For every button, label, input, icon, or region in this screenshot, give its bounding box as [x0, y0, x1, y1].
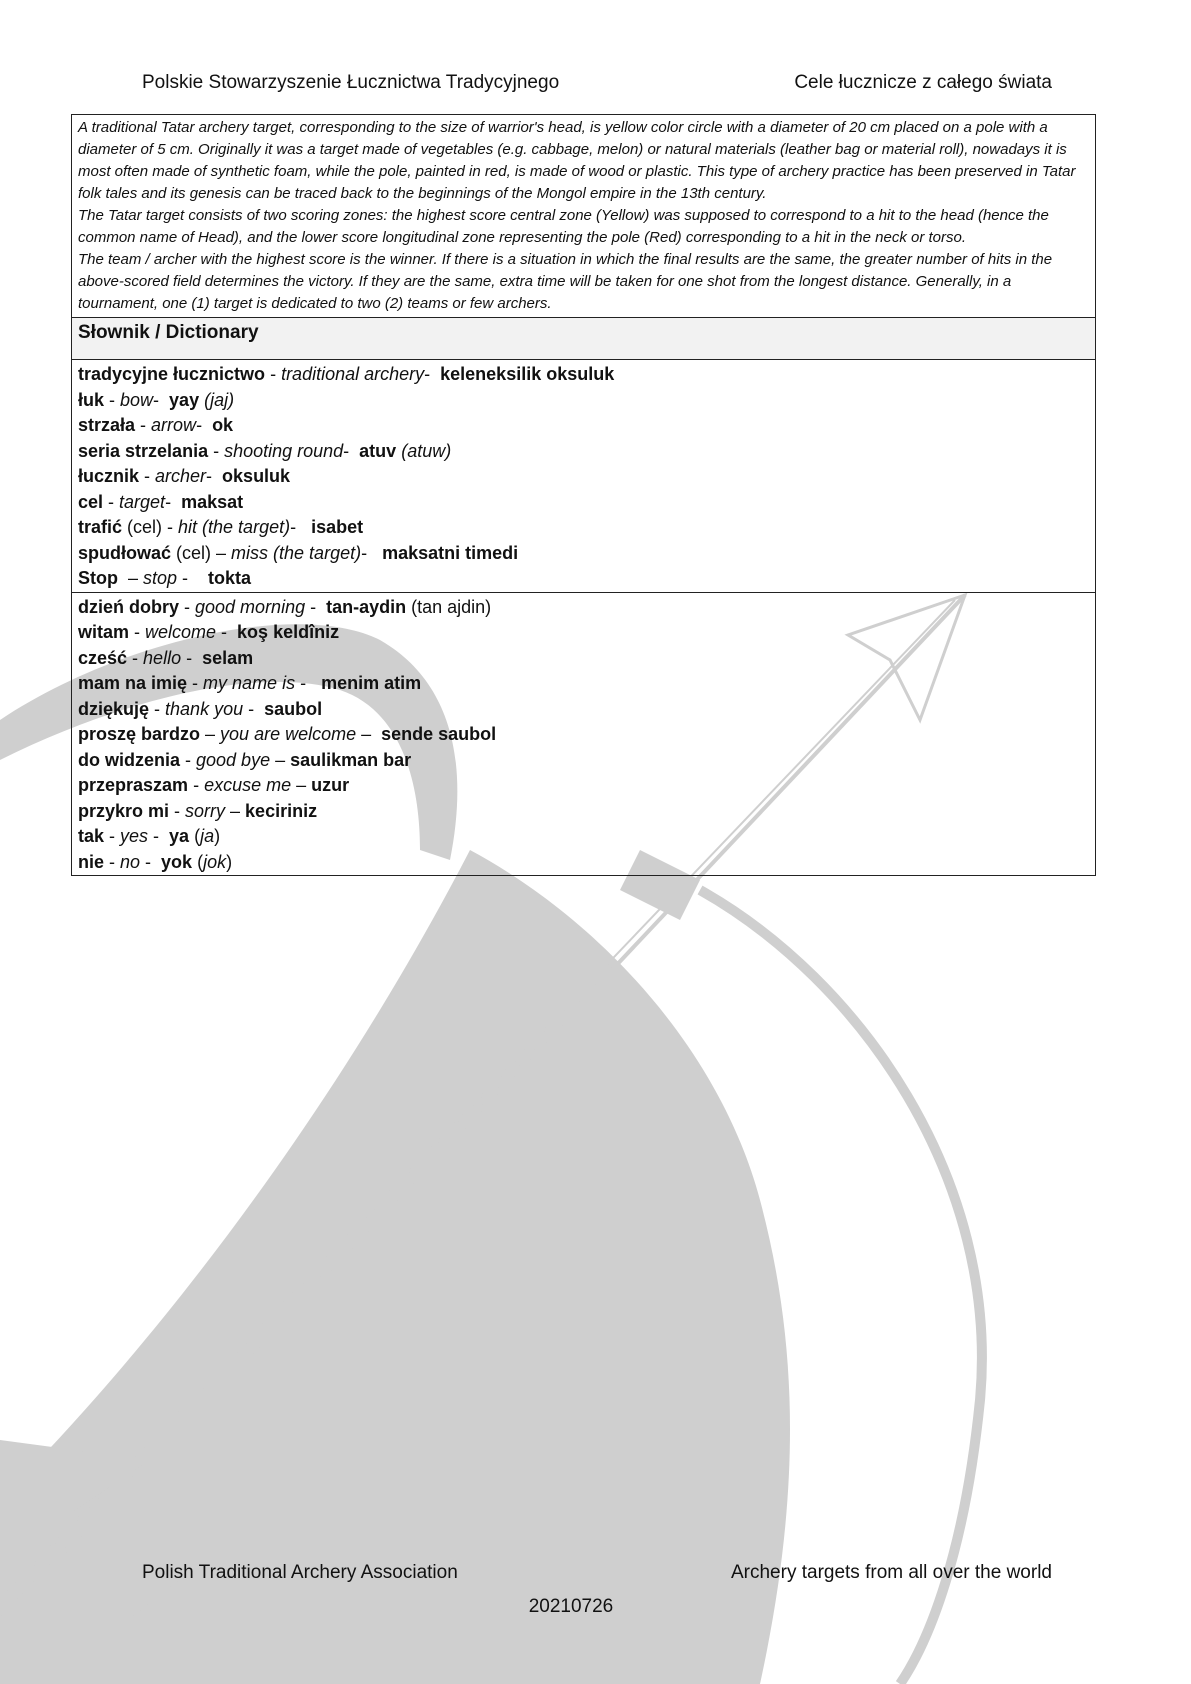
separator: - [162, 517, 179, 537]
phrase-entry [78, 671, 1089, 697]
dictionary-entry [78, 439, 1089, 465]
phrases-section [72, 592, 1095, 876]
phrase-polish: przepraszam [78, 775, 189, 795]
phrase-tatar: koş keldîniz [237, 622, 340, 642]
separator: - [165, 491, 182, 512]
term-english: shooting round [224, 440, 344, 461]
phrase-tatar: ya [169, 826, 190, 846]
phrase-english: good morning [195, 596, 306, 617]
phrase-entry [78, 799, 1089, 825]
separator: - [208, 440, 225, 461]
separator: - [295, 673, 322, 693]
separator: - [343, 440, 360, 461]
intro-paragraph: The Tatar target consists of two scoring zones: the highest score central zone (Yellow) was supposed to correspond to a hit to the head (hence the common name of Head), and the lower score longitudinal zone representing the pole (Red) corresponding to a hit in the neck or torso. [78, 207, 1049, 246]
separator: - [206, 466, 223, 486]
term-tatar: tokta [208, 568, 252, 588]
term-tatar: atuv [359, 440, 397, 461]
phrase-english: excuse me [204, 775, 292, 795]
separator: - [290, 517, 312, 537]
separator: - [104, 826, 121, 846]
phrase-tatar-alt: ja [200, 826, 215, 846]
phrase-polish: do widzenia [78, 749, 181, 770]
term-tatar: isabet [311, 517, 364, 537]
term-tatar-alt: (jaj) [204, 389, 235, 410]
phrase-english: welcome [145, 622, 217, 642]
term-polish: cel [78, 491, 104, 512]
phrase-polish: dziękuję [78, 698, 150, 719]
separator: - [103, 491, 120, 512]
separator: - [305, 596, 327, 617]
phrase-polish: przykro mi [78, 800, 170, 821]
term-polish: spudłować [78, 542, 172, 563]
term-english: target [119, 491, 166, 512]
phrase-tatar-alt: jok [203, 851, 227, 872]
phrase-entry [78, 646, 1089, 672]
phrase-polish: nie [78, 851, 105, 872]
dictionary-entry [78, 388, 1089, 414]
term-polish: seria strzelania [78, 440, 209, 461]
phrase-english: my name is [203, 673, 296, 693]
term-english: stop [143, 568, 178, 588]
phrase-tatar: sende saubol [381, 724, 497, 744]
term-tatar: oksuluk [222, 466, 291, 486]
separator: - [243, 698, 265, 719]
phrase-entry [78, 748, 1089, 774]
term-polish-note: (cel) [176, 542, 212, 563]
dictionary-entry [78, 490, 1089, 516]
header-organization-pl: Polskie Stowarzyszenie Łucznictwa Tradycyjnego [142, 72, 560, 93]
term-english: traditional archery [281, 364, 425, 384]
dictionary-entry [78, 464, 1089, 490]
page-footer [142, 1562, 1052, 1622]
term-tatar: maksat [181, 491, 244, 512]
separator: - [104, 851, 121, 872]
phrase-english: good bye [196, 749, 271, 770]
separator: - [187, 673, 204, 693]
separator: - [180, 749, 197, 770]
separator: - [140, 851, 162, 872]
separator: – [356, 724, 382, 744]
separator: – [225, 800, 246, 821]
separator: - [216, 622, 238, 642]
term-polish: trafić [78, 517, 123, 537]
separator: - [129, 622, 146, 642]
footer-title-en: Archery targets from all over the world [730, 1562, 1052, 1583]
term-english: bow [120, 389, 154, 410]
intro-text [72, 115, 1095, 318]
separator: - [104, 389, 121, 410]
term-polish: strzała [78, 415, 136, 435]
separator: - [149, 698, 166, 719]
term-tatar: yay [169, 389, 200, 410]
content-table [71, 114, 1096, 876]
phrase-polish: proszę bardzo [78, 724, 201, 744]
phrase-english: yes [120, 826, 149, 846]
separator: - [127, 647, 144, 668]
phrase-polish: mam na imię [78, 673, 188, 693]
phrase-tatar: menim atim [321, 673, 422, 693]
dictionary-entry [78, 566, 1089, 592]
term-polish: tradycyjne łucznictwo [78, 364, 266, 384]
phrase-tatar: uzur [311, 775, 350, 795]
phrase-tatar: selam [202, 647, 254, 668]
term-tatar: keleneksilik oksuluk [440, 364, 615, 384]
phrase-english: sorry [185, 800, 226, 821]
phrase-polish: cześć [78, 647, 128, 668]
phrase-entry [78, 595, 1089, 621]
footer-organization-en: Polish Traditional Archery Association [142, 1562, 458, 1583]
phrase-polish: witam [78, 622, 130, 642]
phrase-tatar: saulikman bar [290, 749, 412, 770]
term-polish: Stop [78, 568, 118, 588]
phrase-entry [78, 697, 1089, 723]
separator: – [211, 542, 232, 563]
separator: - [135, 415, 152, 435]
footer-date-code: 20210726 [528, 1596, 614, 1617]
separator: – [270, 749, 291, 770]
term-polish-note: (cel) [127, 517, 163, 537]
dictionary-entry [78, 541, 1089, 567]
separator: - [179, 596, 196, 617]
separator: - [181, 647, 203, 668]
dictionary-entry [78, 515, 1089, 541]
separator: – [291, 775, 312, 795]
phrase-entry [78, 773, 1089, 799]
header-title-pl: Cele łucznicze z całego świata [794, 72, 1052, 93]
phrase-tatar: saubol [264, 698, 323, 719]
intro-paragraph: A traditional Tatar archery target, corresponding to the size of warrior's head, is yellow color circle with a diameter of 20 cm placed on a pole with a diameter of 5 cm. Originally it was a target made of vegetables (e.g. cabbage, melon) or natural materials (leather bag or material roll), nowadays it is most often made of synthetic foam, while the pole, painted in red, is made of wood or plastic. This type of archery practice has been preserved in Tatar folk tales and its genesis can be traced back to the beginnings of the Mongol empire in the 13th century. [78, 119, 1076, 202]
term-tatar: maksatni timedi [382, 542, 519, 563]
phrase-tatar-alt: (tan ajdin) [411, 596, 492, 617]
dictionary-entry [78, 413, 1089, 439]
separator: - [177, 568, 209, 588]
phrase-english: no [120, 851, 141, 872]
phrase-tatar: keciriniz [245, 800, 318, 821]
separator: - [153, 389, 170, 410]
term-tatar-alt: (atuw) [401, 440, 452, 461]
term-english: miss (the target) [231, 542, 362, 563]
separator: - [169, 800, 186, 821]
separator: – [118, 568, 144, 588]
dictionary-heading: Słownik / Dictionary [72, 318, 1095, 360]
phrase-tatar: tan-aydin [326, 596, 407, 617]
separator: - [424, 364, 441, 384]
phrase-entry [78, 620, 1089, 646]
term-english: archer [155, 466, 207, 486]
phrase-polish: dzień dobry [78, 596, 180, 617]
page-header [142, 72, 1052, 98]
phrase-english: thank you [165, 698, 244, 719]
intro-paragraph: The team / archer with the highest score is the winner. If there is a situation in which the final results are the same, the greater number of hits in the above-scored field determines the victory. If they are the same, extra time will be taken for one shot from the longest distance. Generally, in a tournament, one (1) target is dedicated to two (2) teams or few archers. [78, 251, 1053, 312]
phrase-entry [78, 722, 1089, 748]
phrase-english: you are welcome [220, 724, 357, 744]
phrase-entry: tak - yes - ya (ja) [78, 826, 221, 846]
separator: - [361, 542, 383, 563]
separator: - [196, 415, 213, 435]
separator: - [188, 775, 205, 795]
phrase-polish: tak [78, 826, 105, 846]
separator: - [148, 826, 170, 846]
term-english: hit (the target) [178, 517, 291, 537]
phrase-entry: nie - no - yok (jok) [78, 851, 233, 872]
term-english: arrow [151, 415, 197, 435]
term-polish: łuk [78, 389, 105, 410]
dictionary-entry [78, 362, 1089, 388]
phrase-tatar: yok [161, 851, 193, 872]
separator: - [139, 466, 156, 486]
separator: - [265, 364, 282, 384]
archery-terms-section [72, 360, 1095, 592]
phrase-english: hello [143, 647, 182, 668]
term-polish: łucznik [78, 466, 140, 486]
term-tatar: ok [212, 415, 234, 435]
separator: – [200, 724, 221, 744]
